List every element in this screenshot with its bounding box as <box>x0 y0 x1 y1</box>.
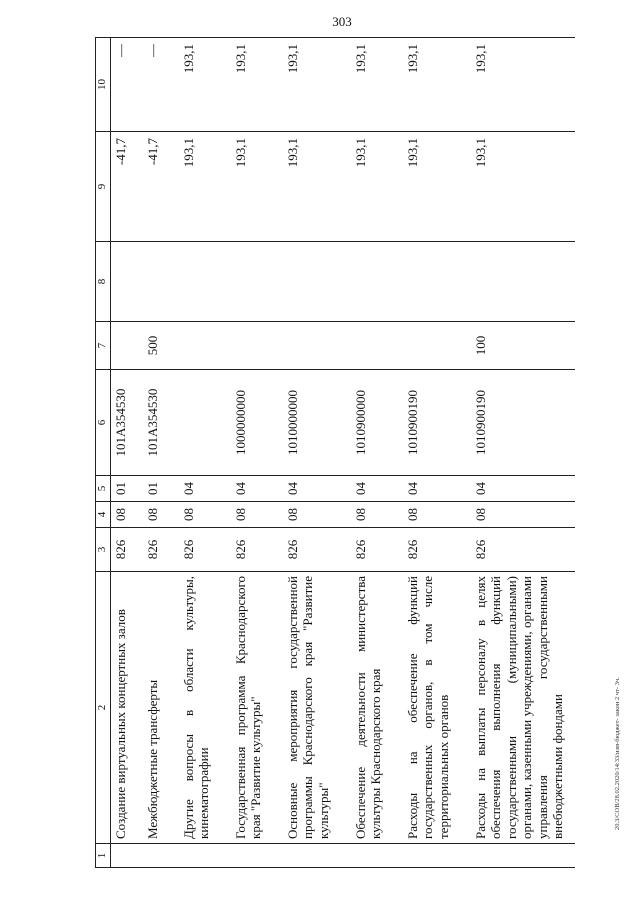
header-col-10: 10 <box>96 38 111 132</box>
cell-col-10: 193,1 <box>231 38 283 132</box>
cell-col-6 <box>179 370 231 476</box>
cell-col-3: 826 <box>231 528 283 572</box>
table-row <box>351 38 403 868</box>
cell-col-1 <box>471 844 575 868</box>
cell-col-4: 08 <box>179 502 231 528</box>
document-footer-note: 20.3/СОВ/28.02.2020/14:33/изм-бюджет- закон 2 чт- 3ч. <box>614 677 621 830</box>
cell-col-6: 1010900190 <box>471 370 575 476</box>
cell-col-1 <box>179 844 231 868</box>
table-row <box>283 38 351 868</box>
cell-col-6: 101A354530 <box>111 370 143 476</box>
budget-table <box>95 37 575 868</box>
cell-col-6: 1010900000 <box>351 370 403 476</box>
cell-col-8 <box>471 242 575 322</box>
cell-col-9: 193,1 <box>403 132 471 242</box>
table-row <box>471 38 575 868</box>
cell-col-4: 08 <box>351 502 403 528</box>
cell-col-5: 04 <box>403 476 471 502</box>
cell-col-4: 08 <box>231 502 283 528</box>
cell-col-4: 08 <box>111 502 143 528</box>
cell-col-6: 1000000000 <box>231 370 283 476</box>
cell-name: Межбюджетные трансферты <box>143 572 179 844</box>
cell-col-1 <box>143 844 179 868</box>
cell-col-10: 193,1 <box>403 38 471 132</box>
table-row <box>111 38 143 868</box>
cell-col-3: 826 <box>471 528 575 572</box>
cell-col-1 <box>231 844 283 868</box>
cell-col-7 <box>231 322 283 370</box>
table-row <box>403 38 471 868</box>
table-header <box>96 38 111 868</box>
cell-col-10: 193,1 <box>471 38 575 132</box>
cell-name: Другие вопросы в области культуры, кинематографии <box>179 572 231 844</box>
header-col-7: 7 <box>96 322 111 370</box>
cell-col-1 <box>283 844 351 868</box>
cell-col-9: 193,1 <box>351 132 403 242</box>
cell-col-8 <box>351 242 403 322</box>
cell-col-9: -41,7 <box>143 132 179 242</box>
table-row <box>231 38 283 868</box>
cell-col-8 <box>403 242 471 322</box>
header-col-5: 5 <box>96 476 111 502</box>
cell-col-7 <box>283 322 351 370</box>
cell-col-1 <box>403 844 471 868</box>
cell-col-8 <box>111 242 143 322</box>
cell-col-5: 04 <box>179 476 231 502</box>
cell-col-4: 08 <box>403 502 471 528</box>
cell-col-1 <box>351 844 403 868</box>
cell-col-9: 193,1 <box>179 132 231 242</box>
cell-col-6: 1010000000 <box>283 370 351 476</box>
cell-col-7: 500 <box>143 322 179 370</box>
cell-col-5: 04 <box>351 476 403 502</box>
cell-name: Обеспечение деятельности министерства культуры Краснодарского края <box>351 572 403 844</box>
cell-col-3: 826 <box>403 528 471 572</box>
cell-col-3: 826 <box>283 528 351 572</box>
cell-col-10: 193,1 <box>179 38 231 132</box>
cell-col-3: 826 <box>351 528 403 572</box>
cell-col-3: 826 <box>179 528 231 572</box>
cell-col-7 <box>403 322 471 370</box>
cell-col-8 <box>143 242 179 322</box>
cell-name: Основные мероприятия государственной программы Краснодарского края "Развитие культуры" <box>283 572 351 844</box>
cell-col-7 <box>111 322 143 370</box>
cell-col-9: 193,1 <box>231 132 283 242</box>
cell-col-4: 08 <box>143 502 179 528</box>
cell-col-5: 04 <box>231 476 283 502</box>
cell-col-5: 04 <box>471 476 575 502</box>
header-col-4: 4 <box>96 502 111 528</box>
table-row <box>179 38 231 868</box>
cell-name: Расходы на выплаты персоналу в целях обеспечения выполнения функций государственными (муниципальными) органами, казенными учреждениями, органами управления государственными внебюджетными фондами <box>471 572 575 844</box>
cell-col-4: 08 <box>283 502 351 528</box>
cell-col-9: 193,1 <box>471 132 575 242</box>
cell-col-10: 193,1 <box>351 38 403 132</box>
cell-col-3: 826 <box>143 528 179 572</box>
cell-name: Создание виртуальных концертных залов <box>111 572 143 844</box>
cell-col-10: — <box>111 38 143 132</box>
cell-col-9: 193,1 <box>283 132 351 242</box>
cell-col-7 <box>179 322 231 370</box>
cell-col-10: — <box>143 38 179 132</box>
cell-col-4: 08 <box>471 502 575 528</box>
header-col-6: 6 <box>96 370 111 476</box>
cell-col-8 <box>179 242 231 322</box>
table-row <box>143 38 179 868</box>
cell-col-7: 100 <box>471 322 575 370</box>
rotated-page <box>95 38 635 868</box>
table-body <box>111 38 575 868</box>
header-col-1: 1 <box>96 844 111 868</box>
header-col-2: 2 <box>96 572 111 844</box>
cell-col-8 <box>231 242 283 322</box>
cell-col-9: -41,7 <box>111 132 143 242</box>
header-col-3: 3 <box>96 528 111 572</box>
cell-col-3: 826 <box>111 528 143 572</box>
cell-col-10: 193,1 <box>283 38 351 132</box>
cell-name: Государственная программа Краснодарского края "Развитие культуры" <box>231 572 283 844</box>
cell-col-1 <box>111 844 143 868</box>
cell-col-5: 01 <box>111 476 143 502</box>
cell-col-6: 101A354530 <box>143 370 179 476</box>
cell-col-8 <box>283 242 351 322</box>
cell-col-7 <box>351 322 403 370</box>
cell-name: Расходы на обеспечение функций государственных органов, в том числе территориальных органов <box>403 572 471 844</box>
cell-col-6: 1010900190 <box>403 370 471 476</box>
cell-col-5: 01 <box>143 476 179 502</box>
cell-col-5: 04 <box>283 476 351 502</box>
header-col-8: 8 <box>96 242 111 322</box>
page-number: 303 <box>332 14 352 29</box>
header-col-9: 9 <box>96 132 111 242</box>
